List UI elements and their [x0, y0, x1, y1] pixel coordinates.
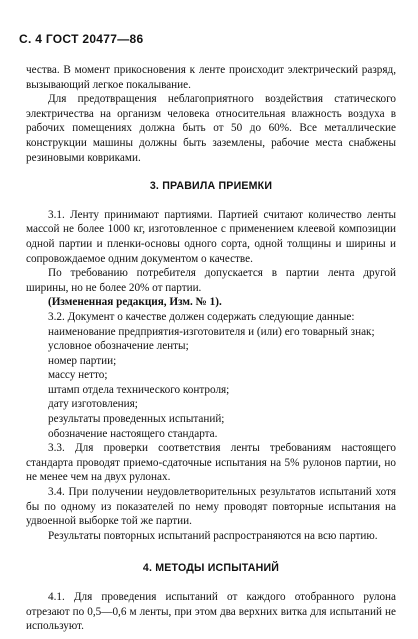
list-item: номер партии; [48, 354, 117, 367]
section-3-title: 3. ПРАВИЛА ПРИЕМКИ [149, 180, 273, 193]
intro-paragraph-2: Для предотвращения неблагоприятного воздействия статического электричества на организм человека относительная влажность воздуха в рабочих помещениях должна быть от 50 до 60%. Все металлические конструкции машины должны быть заземлены, рабочие места снабжены резиновыми ковриками. [26, 93, 396, 164]
intro-paragraph-1: чества. В момент прикосновения к ленте происходит электрический разряд, вызывающий легкое покалывание. [26, 64, 396, 91]
clause-3-4-extra: Результаты повторных испытаний распространяются на всю партию. [48, 529, 378, 542]
page-body [26, 63, 396, 634]
clause-3-3: 3.3. Для проверки соответствия ленты требованиям настоящего стандарта проводят приемо-сдаточные испытания на 5% рулонов партии, но не менее чем на двух рулонах. [26, 442, 396, 484]
document-contents-list [26, 325, 396, 442]
list-item: обозначение настоящего стандарта. [48, 427, 218, 440]
list-item: штамп отдела технического контроля; [48, 383, 230, 396]
section-4-title: 4. МЕТОДЫ ИСПЫТАНИЙ [142, 562, 280, 575]
list-item: наименование предприятия-изготовителя и (или) его товарный знак; [48, 325, 375, 338]
amendment-note: (Измененная редакция, Изм. № 1). [48, 296, 222, 309]
list-item: условное обозначение ленты; [48, 340, 189, 353]
page-header: С. 4 ГОСТ 20477—86 [19, 32, 144, 46]
clause-3-1-extra: По требованию потребителя допускается в партии лента другой ширины, но не более 20% от партии. [26, 267, 396, 294]
list-item: дату изготовления; [48, 398, 138, 411]
clause-3-2: 3.2. Документ о качестве должен содержать следующие данные: [48, 310, 355, 323]
list-item: массу нетто; [48, 369, 108, 382]
clause-4-1: 4.1. Для проведения испытаний от каждого отобранного рулона отрезают по 0,5—0,6 м ленты, при этом два верхних витка для испытаний не используют. [26, 591, 396, 633]
list-item: результаты проведенных испытаний; [48, 413, 225, 426]
clause-3-1: 3.1. Ленту принимают партиями. Партией считают количество ленты массой не более 1000 кг, изготовленное с применением клеевой композиции одной партии и пленки-основы одного сорта, одной толщины и ширины и сопровождаемое одним документом о качестве. [26, 208, 396, 265]
clause-3-4: 3.4. При получении неудовлетворительных результатов испытаний хотя бы по одному из показателей по нему проводят повторные испытания на удвоенной выборке той же партии. [26, 486, 396, 528]
